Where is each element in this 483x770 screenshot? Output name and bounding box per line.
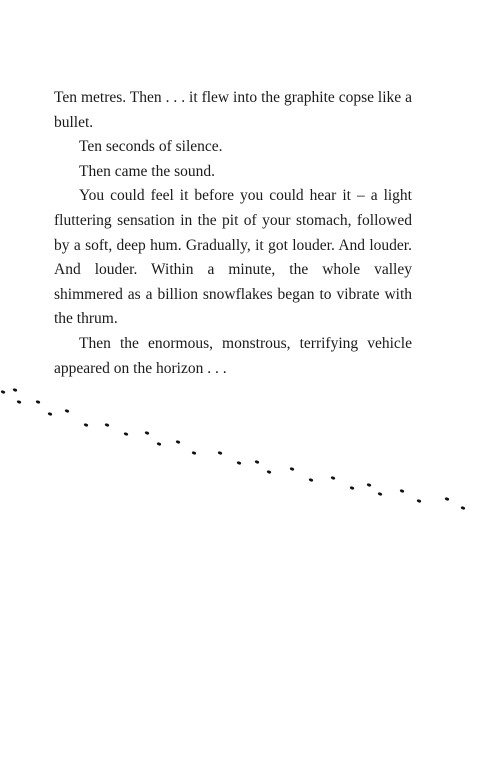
footprint-mark bbox=[308, 478, 313, 482]
footprint-mark bbox=[191, 451, 196, 455]
footprint-mark bbox=[289, 467, 294, 471]
footprint-mark bbox=[377, 492, 382, 496]
footprint-mark bbox=[47, 412, 52, 416]
footprint-mark bbox=[12, 388, 17, 392]
footprint-mark bbox=[254, 460, 259, 464]
footprint-mark bbox=[416, 499, 421, 503]
footprint-mark bbox=[366, 483, 371, 487]
paragraph-1: Ten metres. Then . . . it flew into the graphite copse like a bullet. bbox=[54, 89, 412, 131]
footprint-mark bbox=[266, 470, 271, 474]
footprint-mark bbox=[64, 409, 69, 413]
footprint-mark bbox=[0, 390, 5, 394]
footprint-marks bbox=[0, 388, 465, 510]
footprint-mark bbox=[104, 423, 109, 427]
footprint-mark bbox=[83, 423, 88, 427]
footprint-mark bbox=[35, 400, 40, 404]
footprint-mark bbox=[444, 497, 449, 501]
footprint-mark bbox=[217, 451, 222, 455]
paragraph-5: Then the enormous, monstrous, terrifying vehicle appeared on the horizon . . . bbox=[54, 334, 412, 377]
paragraph-2: Ten seconds of silence. bbox=[79, 138, 223, 156]
footprint-mark bbox=[349, 486, 354, 490]
paragraph-3: Then came the sound. bbox=[79, 162, 216, 180]
footprint-mark bbox=[330, 476, 335, 480]
footprint-mark bbox=[236, 461, 241, 465]
footprint-mark bbox=[399, 489, 404, 493]
footprint-mark bbox=[156, 442, 161, 446]
footprint-mark bbox=[123, 432, 128, 436]
story-text bbox=[54, 86, 412, 381]
footprint-mark bbox=[175, 440, 180, 444]
footprint-mark bbox=[16, 400, 21, 404]
footprint-mark bbox=[460, 506, 465, 510]
paragraph-4: You could feel it before you could hear it – a light fluttering sensation in the pit of your stomach, followed by a soft, deep hum. Gradually, it got louder. And louder. And louder. Within a minute, the whole valley shimmered as a billion snowflakes began to vibrate with the thrum. bbox=[54, 187, 412, 328]
footprint-mark bbox=[144, 431, 149, 435]
